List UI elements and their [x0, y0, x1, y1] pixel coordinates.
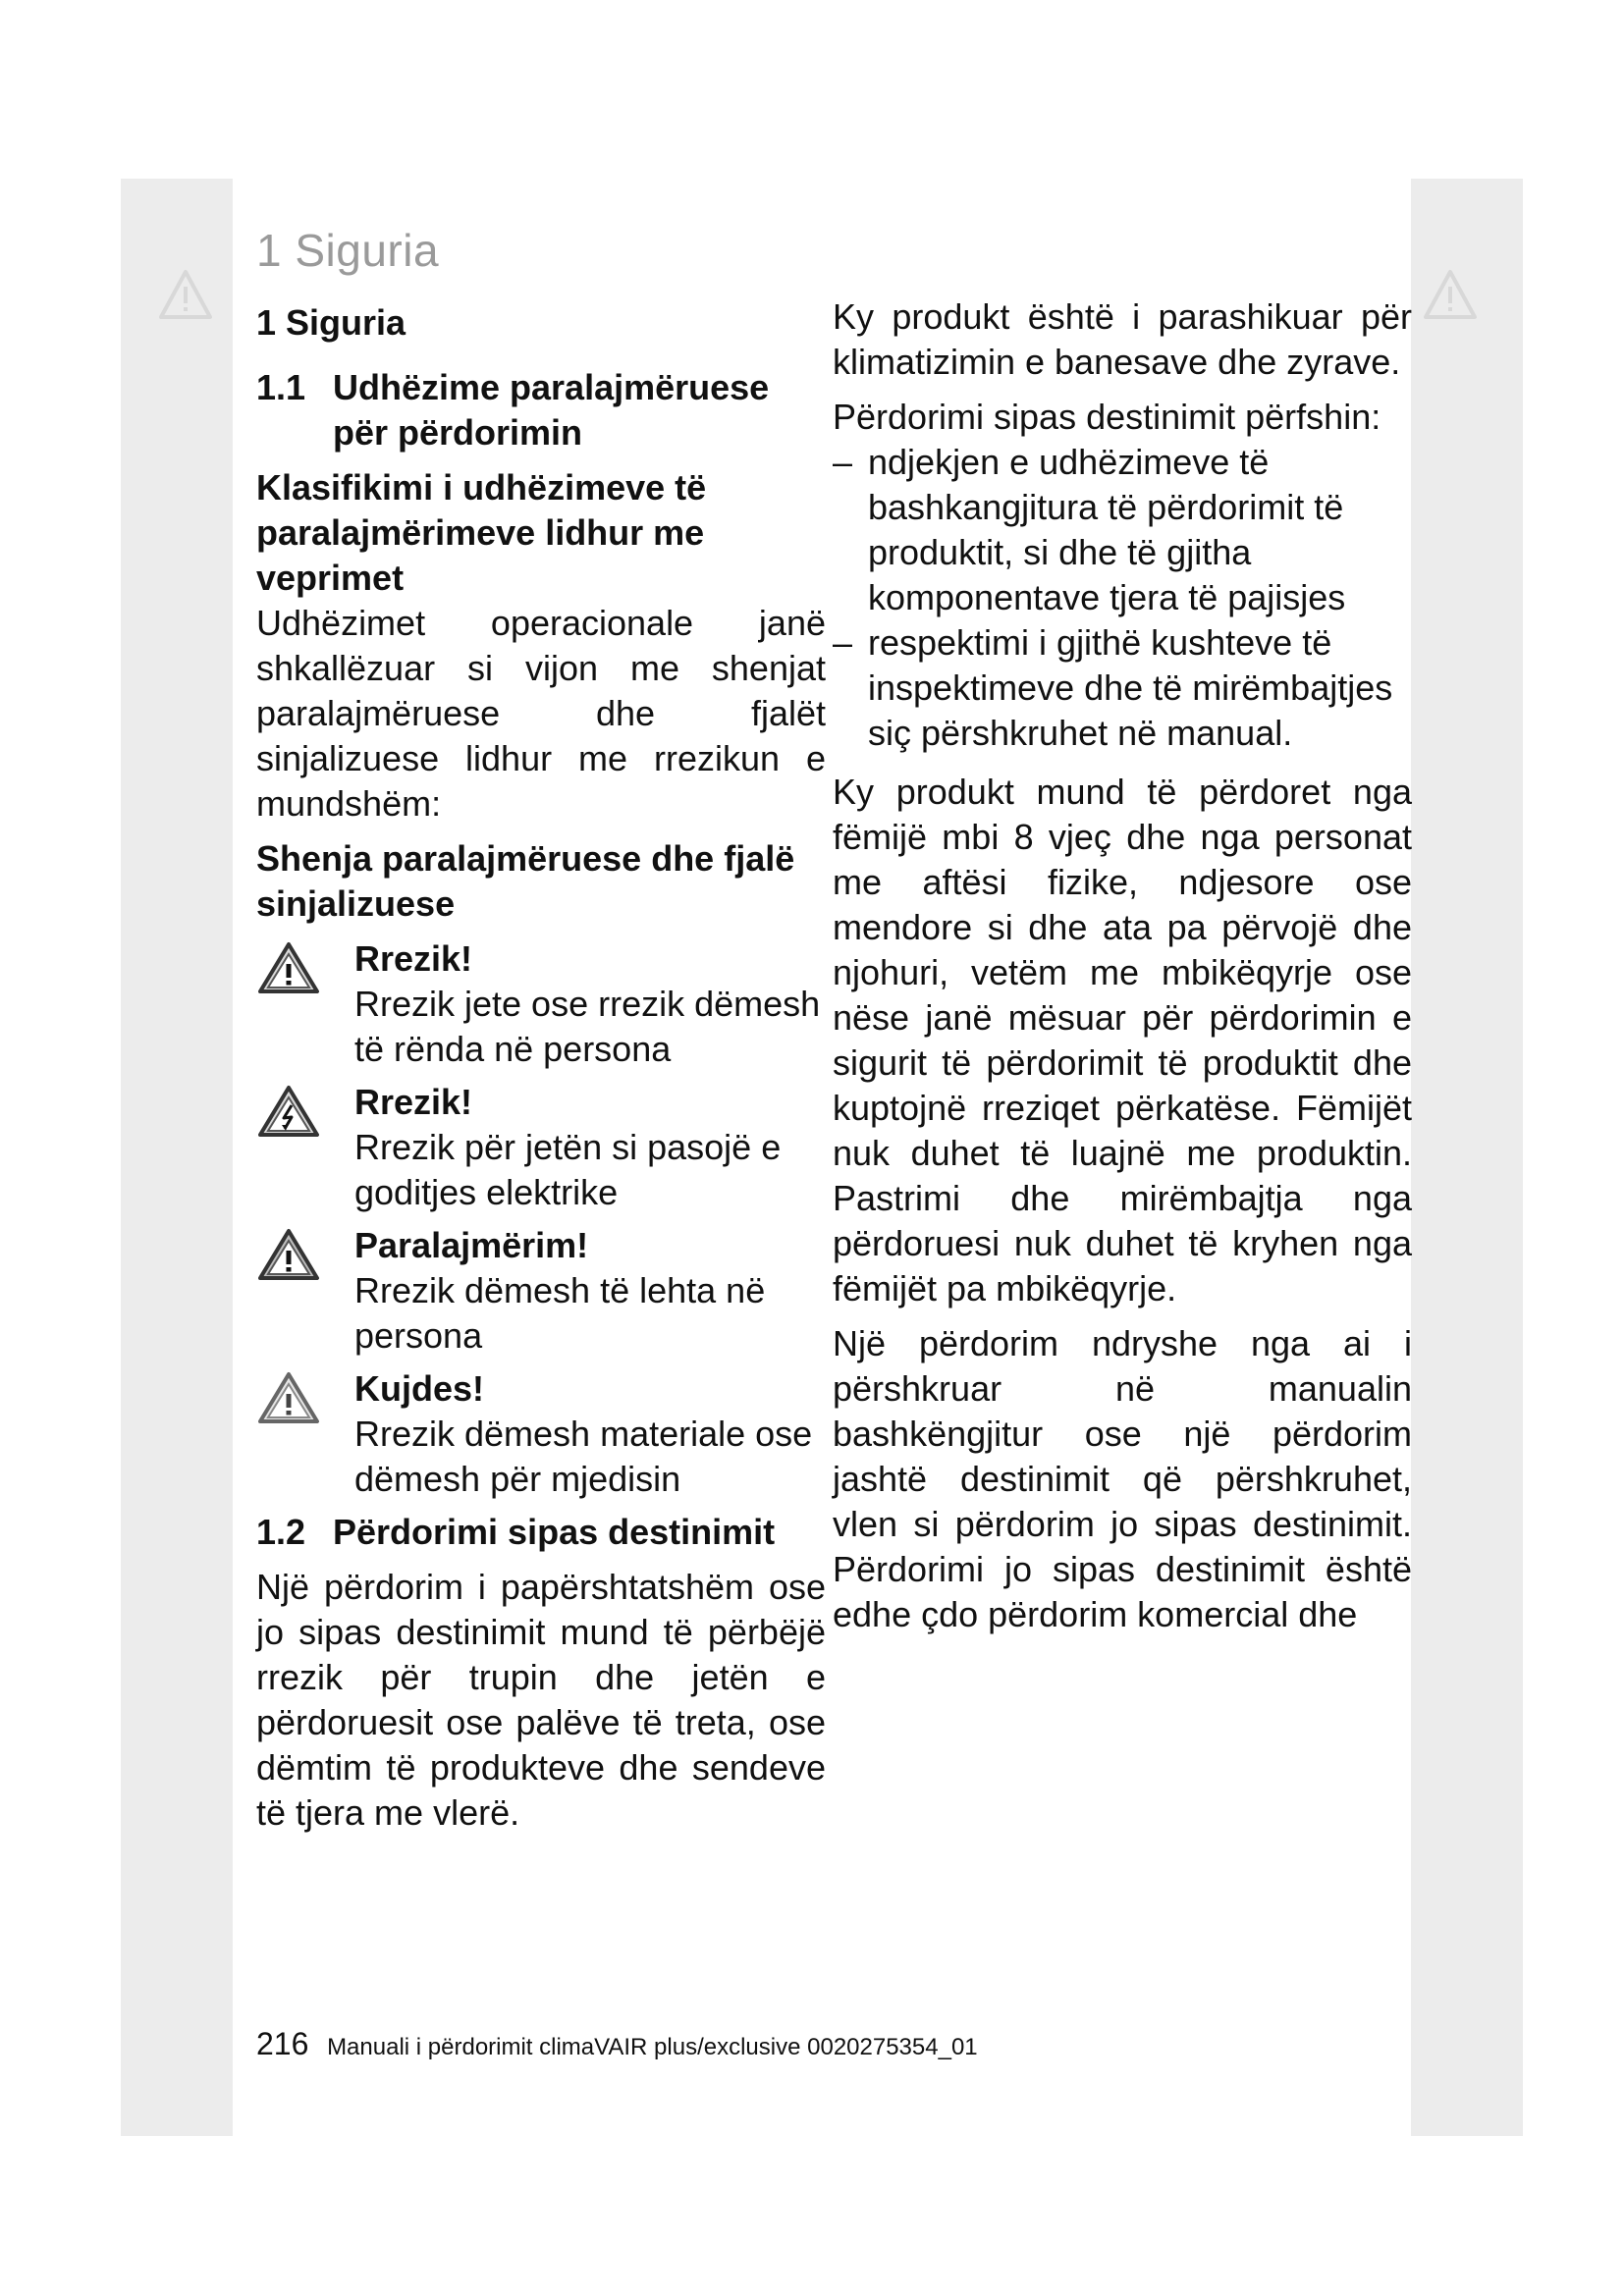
subsection-heading-1-2	[256, 1510, 826, 1555]
section-title: 1 Siguria	[256, 302, 406, 343]
caution-icon	[256, 1370, 321, 1425]
warning-title: Rrezik!	[354, 1082, 473, 1122]
paragraph-product-purpose: Ky produkt është i parashikuar për klimatizimin e banesave dhe zyrave.	[833, 296, 1412, 382]
warning-triangle-icon	[1423, 269, 1478, 320]
left-column	[256, 294, 826, 1836]
warning-item	[256, 1223, 826, 1359]
warning-title: Paralajmërim!	[354, 1225, 589, 1265]
page-number: 216	[256, 2026, 309, 2061]
intended-use-text: Një përdorim i papërshtatshëm ose jo sipas destinimit mund të përbëjë rrezik për trupin dhe jetën e përdoruesit ose palëve të treta, ose dëmtim të produkteve dhe sendeve të tjera me vlerë.	[256, 1567, 826, 1833]
page-footer	[256, 2026, 978, 2062]
left-margin-bar	[121, 179, 233, 2136]
classification-text: Udhëzimet operacionale janë shkallëzuar si vijon me shenjat paralajmëruese dhe fjalët sinjalizuese lidhur me rrezikun e mundshëm:	[256, 603, 826, 824]
danger-icon	[256, 940, 321, 995]
right-margin-bar	[1411, 179, 1523, 2136]
warning-item	[256, 936, 826, 1072]
paragraph-children-use: Ky produkt mund të përdoret nga fëmijë mbi 8 vjeç dhe nga personat me aftësi fizike, ndjesore ose mendore si dhe ata pa përvojë dhe njohuri, vetëm me mbikëqyrje ose nëse janë mësuar për përdorimin e sigurit të përdorimit të produktit dhe kuptojnë rreziqet përkatëse. Fëmijët nuk duhet të luajnë me produktin. Pastrimi dhe mirëmbajtja nga përdoruesi nuk duhet të kryhen nga fëmijët pa mbikëqyrje.	[833, 772, 1412, 1308]
warning-icon	[256, 1227, 321, 1282]
subsection-number: 1.1	[256, 367, 306, 407]
subsection-title: Përdorimi sipas destinimit	[333, 1512, 776, 1552]
intended-use-list	[833, 440, 1412, 756]
right-column	[833, 294, 1412, 1637]
warning-item	[256, 1080, 826, 1215]
warning-title: Kujdes!	[354, 1368, 485, 1409]
warning-title: Rrezik!	[354, 938, 473, 979]
paragraph-improper-use: Një përdorim ndryshe nga ai i përshkruar në manualin bashkëngjitur ose një përdorim jashtë destinimit që përshkruhet, vlen si përdorim jo sipas destinimit. Përdorimi jo sipas destinimit është edhe çdo përdorim komercial dhe	[833, 1323, 1412, 1634]
warning-triangle-icon	[158, 269, 213, 320]
warning-text: Rrezik dëmesh të lehta në persona	[354, 1270, 766, 1356]
warning-text: Rrezik jete ose rrezik dëmesh të rënda në persona	[354, 984, 821, 1069]
footer-text: Manuali i përdorimit climaVAIR plus/exclusive 0020275354_01	[327, 2034, 978, 2060]
electric-danger-icon	[256, 1084, 321, 1139]
list-item: – respektimi i gjithë kushteve të inspektimeve dhe të mirëmbajtjes siç përshkruhet në manual.	[833, 620, 1412, 756]
warning-text: Rrezik dëmesh materiale ose dëmesh për mjedisin	[354, 1414, 813, 1499]
paragraph-intended-use-includes: Përdorimi sipas destinimit përfshin:	[833, 397, 1381, 437]
signs-heading: Shenja paralajmëruese dhe fjalë sinjalizuese	[256, 838, 795, 924]
page-header: 1 Siguria	[256, 225, 440, 276]
classification-heading: Klasifikimi i udhëzimeve të paralajmërimeve lidhur me veprimet	[256, 467, 707, 598]
warning-text: Rrezik për jetën si pasojë e goditjes elektrike	[354, 1127, 782, 1212]
subsection-number: 1.2	[256, 1512, 306, 1552]
subsection-heading-1-1	[256, 365, 826, 455]
subsection-title: Udhëzime paralajmëruese për përdorimin	[333, 367, 770, 453]
warning-item	[256, 1366, 826, 1502]
list-item: – ndjekjen e udhëzimeve të bashkangjitura të përdorimit të produktit, si dhe të gjitha komponentave tjera të pajisjes	[833, 440, 1412, 620]
